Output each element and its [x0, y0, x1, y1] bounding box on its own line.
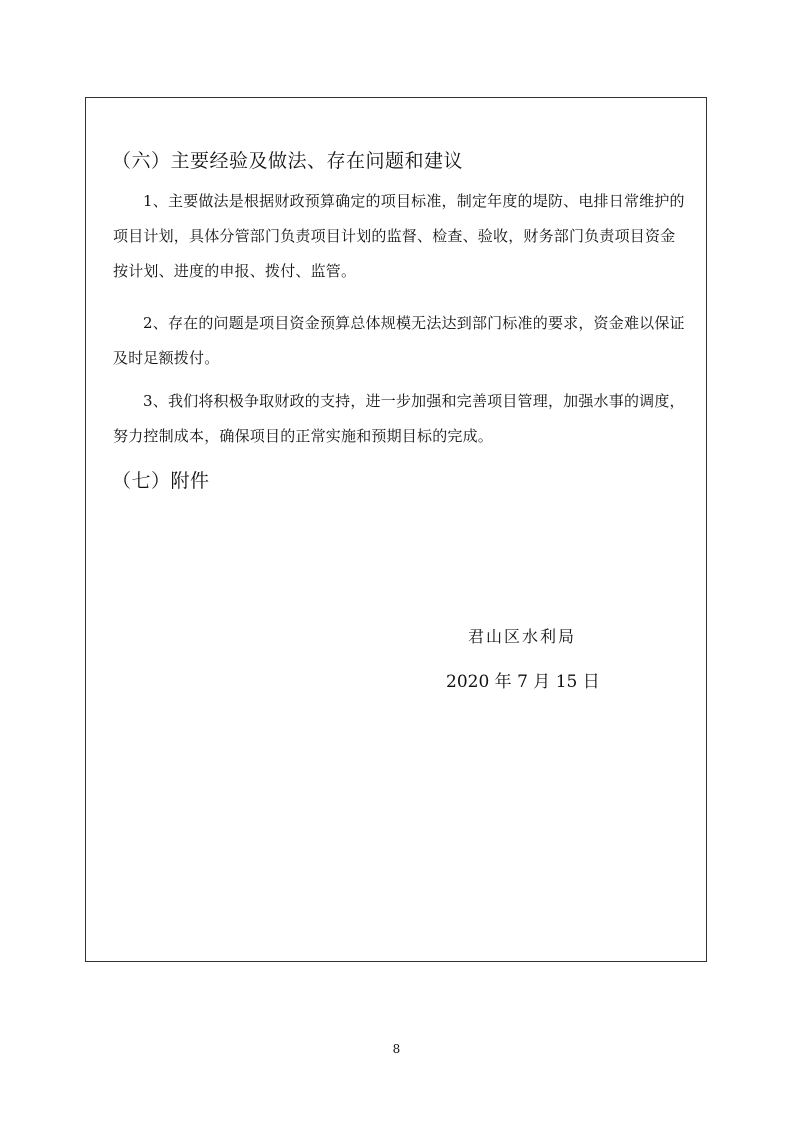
section-6-paragraph-2: 2、存在的问题是项目资金预算总体规模无法达到部门标准的要求，资金难以保证及时足额拨付。	[113, 314, 685, 367]
section-6-paragraph-3: 3、我们将积极争取财政的支持，进一步加强和完善项目管理，加强水事的调度，努力控制成本，确保项目的正常实施和预期目标的完成。	[113, 392, 685, 445]
section-6-paragraph-1: 1、主要做法是根据财政预算确定的项目标准，制定年度的堤防、电排日常维护的项目计划，具体分管部门负责项目计划的监督、检查、验收，财务部门负责项目资金按计划、进度的申报、拨付、监管。	[113, 192, 685, 280]
page-number: 8	[392, 1042, 401, 1056]
section-6-heading: （六）主要经验及做法、存在问题和建议	[112, 150, 464, 172]
section-7-heading: （七）附件	[112, 470, 210, 492]
signature-organization: 君山区水利局	[468, 627, 577, 646]
signature-date: 2020 年 7 月 15 日	[446, 672, 600, 692]
